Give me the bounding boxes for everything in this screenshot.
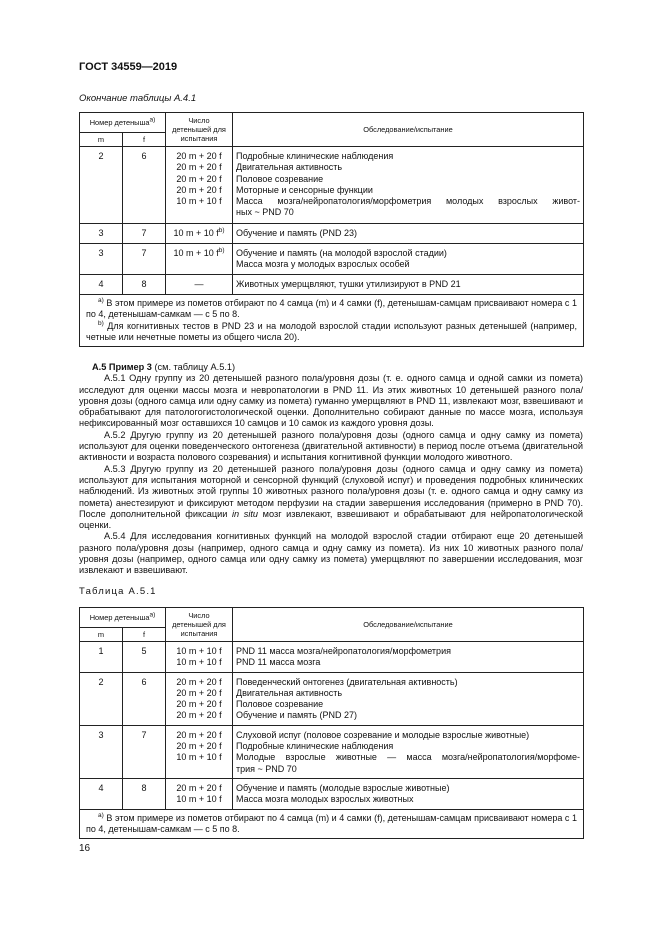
page-number: 16 [79,843,91,854]
table1 [79,112,584,347]
table1-caption: Окончание таблицы А.4.1 [79,93,197,104]
cell-m: 4 [80,274,123,294]
cell-f: 7 [123,223,166,243]
cell-m: 2 [80,147,123,224]
cell-exam: Обучение и память (PND 23) [233,223,584,243]
cell-f: 6 [123,672,166,725]
cell-f: 6 [123,147,166,224]
table-row [80,223,584,243]
cell-m: 3 [80,244,123,275]
cell-m: 4 [80,778,123,809]
table2 [79,607,584,839]
cell-f: 8 [123,778,166,809]
table-row [80,642,584,673]
table1-header-number: Номер детеныша$^{а)}$ [80,113,166,133]
table2-header-count: Число детенышей для испытания [166,608,233,642]
table2-header-f: f [123,628,166,642]
cell-count: 10 m + 10 $f^{b)}$ [166,244,233,275]
paragraph: А.5.4 Для исследования когнитивных функций на молодой взрослой стадии отбирают еще 20 детенышей разного пола/уровня дозы (например, одного самца и одну самку из помета). Из них 10 животных разного пола/уровня дозы (например, одного самца или одну самку из помета) умерщвляют по завершении исследования, мозг извлекают и взвешивают. [79,531,583,576]
cell-exam: PND 11 масса мозга/нейропатология/морфометрия PND 11 масса мозга [233,642,584,673]
paragraph: А.5.2 Другую группу из 20 детенышей разного пола/уровня дозы (одного самца и одну самку из помета) используют для оценки поведенческого онтогенеза (двигательной активности) в период после отъема (двигательной активности и возраста полового созревания) и испытания когнитивной функции молодого животного. [79,429,583,463]
cell-exam: Обучение и память (на молодой взрослой стадии) Масса мозга у молодых взрослых особей [233,244,584,275]
table1-header-f: f [123,133,166,147]
table1-header-count: Число детенышей для испытания [166,113,233,147]
cell-exam: Поведенческий онтогенез (двигательная активность) Двигательная активность Половое созревание Обучение и память (PND 27) [233,672,584,725]
table2-header-m: m [80,628,123,642]
cell-m: 3 [80,725,123,778]
table2-notes [80,809,584,839]
cell-f: 7 [123,725,166,778]
table1-header-m: m [80,133,123,147]
table1-header-exam: Обследование/испытание [233,113,584,147]
cell-exam: Обучение и память (молодые взрослые животные) Масса мозга молодых взрослых животных [233,778,584,809]
table2-caption: Таблица А.5.1 [79,586,157,597]
cell-exam: Животных умерщвляют, тушки утилизируют в PND 21 [233,274,584,294]
table-row [80,778,584,809]
table-row [80,725,584,778]
cell-count: 20 m + 20 f 20 m + 20 f 10 m + 10 f [166,725,233,778]
table1-notes [80,294,584,346]
cell-exam: Подробные клинические наблюдения Двигательная активность Половое созревание Моторные и сенсорные функции Масса мозга/нейропатология/морфометрия молодых взрослых живот- ных ~ PND 70 [233,147,584,224]
table-row [80,147,584,224]
paragraph: А.5.3 Другую группу из 20 детенышей разного пола/уровня дозы (одного самца и одну самку из помета) используют для испытания моторной и сенсорной функций (слуховой испуг) и проведения подробных клинических наблюдений. Из животных этой группы 10 животных разного пола/уровня дозы (т. е. одного самца и одну самку из помета) анестезируют и фиксируют методом перфузии на стадии завершения исследования (примерно в PND 70). После дополнительной фиксации in situ мозг извлекают, взвешивают и обрабатывают для нейропатологической оценки. [79,463,583,531]
document-header: ГОСТ 34559—2019 [79,61,178,73]
table-row [80,244,584,275]
footnote: $^{а)}$ В этом примере из пометов отбирают по 4 самца (m) и 4 самки (f), детенышам-самцам присваивают номера с 1 по 4, детенышам-самкам — с 5 по 8. [86,296,577,320]
section-heading: А.5 Пример 3 (см. таблицу А.5.1) [92,362,236,372]
cell-count: — [166,274,233,294]
table-note-row [80,809,584,839]
cell-f: 5 [123,642,166,673]
section-a5 [79,362,583,577]
cell-count: 20 m + 20 f 20 m + 20 f 20 m + 20 f 20 m + 20 f 10 m + 10 f [166,147,233,224]
table-row [80,274,584,294]
footnote: $^{b)}$ Для когнитивных тестов в PND 23 и на молодой взрослой стадии используют разных детенышей (например, четные или нечетные пометы из общего числа 20). [86,319,577,342]
cell-exam: Слуховой испуг (половое созревание и молодые взрослые животные) Подробные клинические наблюдения Молодые взрослые животные — масса мозга/нейропатология/морфоме- трия ~ PND 70 [233,725,584,778]
cell-f: 7 [123,244,166,275]
table2-header-exam: Обследование/испытание [233,608,584,642]
cell-count: 20 m + 20 f 10 m + 10 f [166,778,233,809]
cell-m: 1 [80,642,123,673]
cell-count: 20 m + 20 f 20 m + 20 f 20 m + 20 f 20 m + 20 f [166,672,233,725]
table-note-row [80,294,584,346]
table-row [80,672,584,725]
footnote: $^{а)}$ В этом примере из пометов отбирают по 4 самца (m) и 4 самки (f), детенышам-самцам присваивают номера с 1 по 4, детенышам-самкам — с 5 по 8. [86,811,577,834]
cell-count: 10 m + 10 $f^{b)}$ [166,223,233,243]
cell-count: 10 m + 10 f 10 m + 10 f [166,642,233,673]
table2-header-number: Номер детеныша$^{а)}$ [80,608,166,628]
cell-m: 2 [80,672,123,725]
paragraph: А.5.1 Одну группу из 20 детенышей разного пола/уровня дозы (т. е. одного самца и одной самки из помета) исследуют для оценки массы мозга и невропатологии в PND 11. Из этих животных 10 детенышей разного пола/уровня дозы (одного самца или одну самку из помета) гуманно умерщвляют в PND 11, извлекают мозг, взвешивают и обрабатывают для патологогистологической оценки. Дополнительно собирают данные по массе мозга, используя нефиксированный мозг оставшихся 10 самцов и 10 самок из каждого уровня дозы. [79,373,583,429]
cell-m: 3 [80,223,123,243]
cell-f: 8 [123,274,166,294]
